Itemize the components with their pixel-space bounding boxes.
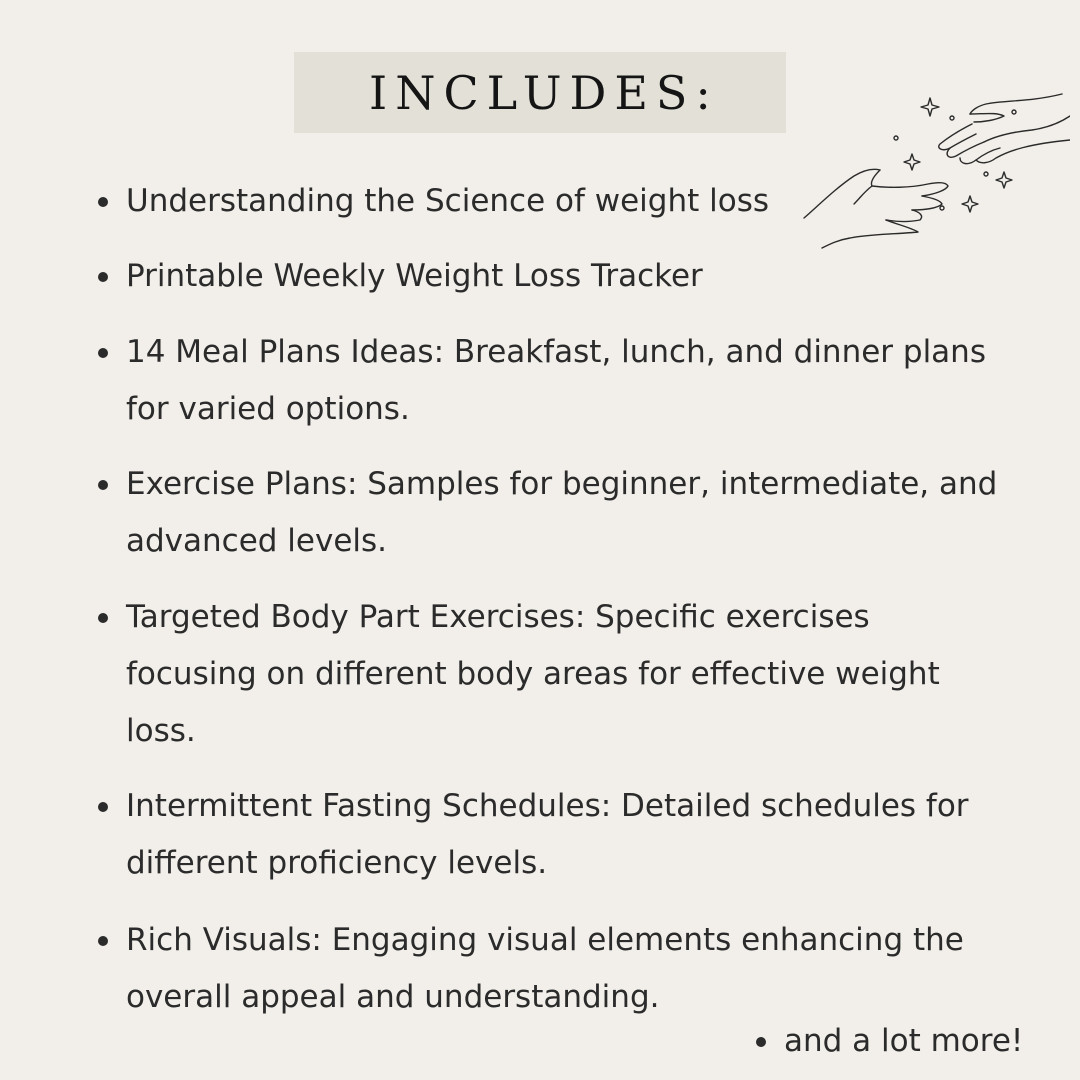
list-item-text: overall appeal and understanding. — [126, 979, 660, 1015]
list-item — [126, 324, 1046, 438]
page-title: INCLUDES: — [369, 65, 719, 120]
list-item — [126, 173, 1046, 230]
list-item-text: 14 Meal Plans Ideas: Breakfast, lunch, and dinner plans — [126, 334, 986, 370]
list-item — [126, 456, 1046, 570]
list-item-text: loss. — [126, 713, 196, 749]
list-item-text: Printable Weekly Weight Loss Tracker — [126, 258, 703, 294]
list-item-text: advanced levels. — [126, 523, 388, 559]
list-item — [126, 912, 1046, 1026]
list-item-text: focusing on different body areas for effective weight — [126, 656, 940, 692]
list-item — [126, 248, 1046, 305]
list-item — [126, 778, 1046, 892]
title-banner — [294, 52, 786, 133]
list-item-text: Intermittent Fasting Schedules: Detailed schedules for — [126, 788, 969, 824]
list-item — [126, 589, 1046, 760]
footer-note: and a lot more! — [784, 1016, 1023, 1066]
list-item-text: Exercise Plans: Samples for beginner, intermediate, and — [126, 466, 998, 502]
list-item-text: Targeted Body Part Exercises: Specific exercises — [126, 599, 870, 635]
list-item-text: Understanding the Science of weight loss — [126, 183, 769, 219]
list-item-text: different proficiency levels. — [126, 845, 548, 881]
list-item-text: Rich Visuals: Engaging visual elements enhancing the — [126, 922, 964, 958]
list-item-text: for varied options. — [126, 391, 410, 427]
